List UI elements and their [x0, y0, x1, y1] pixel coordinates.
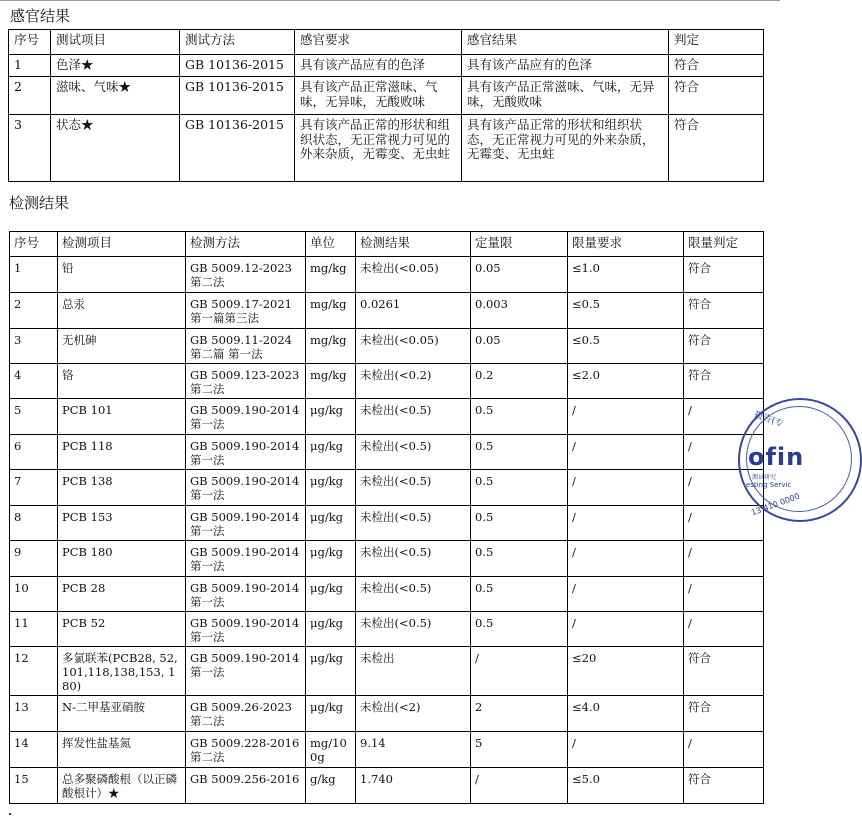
table-cell: μg/kg	[306, 470, 356, 506]
table-cell: μg/kg	[306, 399, 356, 435]
table-cell: /	[684, 506, 764, 541]
table-cell: 2	[10, 293, 58, 329]
table-cell: 符合	[684, 257, 764, 293]
table-row	[10, 470, 764, 506]
table-row	[10, 257, 764, 293]
table-cell: 具有该产品正常滋味、气味，无异味，无酸败味	[295, 77, 462, 115]
column-header: 判定	[669, 30, 764, 55]
table-cell: 符合	[669, 115, 764, 182]
table-cell: 未检出(<0.05)	[356, 329, 471, 364]
column-header: 检测结果	[356, 232, 471, 257]
table-cell: GB 5009.190-2014 第一法	[186, 577, 306, 612]
table-row	[10, 506, 764, 541]
table-cell: 1.740	[356, 768, 471, 804]
table-cell: 0.5	[471, 435, 568, 470]
table-cell: 铅	[58, 257, 186, 293]
table-row	[10, 732, 764, 768]
stamp-top-text: 报告(专	[752, 409, 785, 430]
table-row	[10, 768, 764, 804]
table-cell: 8	[10, 506, 58, 541]
table-cell: GB 5009.228-2016 第二法	[186, 732, 306, 768]
table-cell: /	[684, 612, 764, 647]
table-cell: 9.14	[356, 732, 471, 768]
table-row	[10, 399, 764, 435]
column-header: 检测项目	[58, 232, 186, 257]
footer-mark	[9, 813, 11, 815]
table-cell: 未检出(<0.5)	[356, 399, 471, 435]
column-header: 感官结果	[462, 30, 669, 55]
table-cell: 状态★	[51, 115, 180, 182]
table-cell: /	[568, 577, 684, 612]
table-row	[9, 77, 764, 115]
table-cell: 0.05	[471, 329, 568, 364]
table-cell: GB 5009.17-2021 第一篇第三法	[186, 293, 306, 329]
detection-table	[9, 231, 764, 804]
table-cell: 符合	[684, 696, 764, 732]
table-cell: 0.5	[471, 577, 568, 612]
table-cell: /	[568, 506, 684, 541]
table-cell: μg/kg	[306, 435, 356, 470]
column-header: 限量要求	[568, 232, 684, 257]
table-cell: 3	[10, 329, 58, 364]
table-cell: 未检出(<0.5)	[356, 577, 471, 612]
table-cell: μg/kg	[306, 612, 356, 647]
table-cell: 具有该产品应有的色泽	[462, 55, 669, 77]
table-cell: 7	[10, 470, 58, 506]
table-cell: ≤0.5	[568, 329, 684, 364]
table-cell: GB 5009.190-2014 第一法	[186, 612, 306, 647]
table-cell: mg/kg	[306, 364, 356, 399]
column-header: 测试方法	[180, 30, 295, 55]
table-cell: PCB 180	[58, 541, 186, 577]
table-cell: 色泽★	[51, 55, 180, 77]
table-cell: 符合	[684, 293, 764, 329]
table-cell: 15	[10, 768, 58, 804]
stamp-english: esting Servic	[746, 481, 792, 489]
stamp-logo: ofin	[748, 443, 805, 471]
table-cell: 6	[10, 435, 58, 470]
table-cell: mg/100g	[306, 732, 356, 768]
table-cell: g/kg	[306, 768, 356, 804]
table-cell: 符合	[684, 329, 764, 364]
table-cell: PCB 52	[58, 612, 186, 647]
table-cell: 未检出(<0.2)	[356, 364, 471, 399]
table-cell: /	[684, 541, 764, 577]
table-row	[10, 364, 764, 399]
table-cell: /	[471, 768, 568, 804]
table-cell: 2	[471, 696, 568, 732]
table-cell: 未检出(<0.5)	[356, 506, 471, 541]
table-cell: 具有该产品应有的色泽	[295, 55, 462, 77]
table-cell: 具有该产品正常的形状和组织状态，无正常视力可见的外来杂质，无霉变、无虫蛀	[295, 115, 462, 182]
table-cell: 1	[9, 55, 51, 77]
table-cell: 5	[471, 732, 568, 768]
table-cell: 5	[10, 399, 58, 435]
table-cell: /	[684, 435, 764, 470]
table-cell: GB 5009.11-2024 第二篇 第一法	[186, 329, 306, 364]
table-cell: /	[684, 577, 764, 612]
table-cell: GB 5009.190-2014 第一法	[186, 470, 306, 506]
table-cell: /	[568, 732, 684, 768]
table-cell: /	[568, 435, 684, 470]
table-cell: 0.05	[471, 257, 568, 293]
table-cell: /	[568, 399, 684, 435]
table-cell: 4	[10, 364, 58, 399]
table-cell: μg/kg	[306, 577, 356, 612]
column-header: 定量限	[471, 232, 568, 257]
top-rule	[0, 0, 780, 1]
table-cell: 13	[10, 696, 58, 732]
table-row	[10, 329, 764, 364]
company-stamp	[738, 398, 862, 522]
table-cell: 具有该产品正常滋味、气味，无异味，无酸败味	[462, 77, 669, 115]
table-cell: 3	[9, 115, 51, 182]
table-cell: 总多聚磷酸根（以正磷酸根计）★	[58, 768, 186, 804]
table-cell: 0.003	[471, 293, 568, 329]
column-header: 限量判定	[684, 232, 764, 257]
table-cell: 未检出(<0.5)	[356, 470, 471, 506]
table-cell: 无机砷	[58, 329, 186, 364]
table-cell: GB 5009.190-2014 第一法	[186, 541, 306, 577]
table-cell: GB 5009.123-2023 第二法	[186, 364, 306, 399]
table-cell: 12	[10, 647, 58, 696]
table-cell: mg/kg	[306, 329, 356, 364]
table-row	[9, 115, 764, 182]
table-cell: GB 5009.26-2023 第二法	[186, 696, 306, 732]
column-header: 序号	[9, 30, 51, 55]
table-cell: PCB 138	[58, 470, 186, 506]
table-row	[9, 55, 764, 77]
table-cell: 符合	[669, 55, 764, 77]
table-cell: PCB 28	[58, 577, 186, 612]
table-cell: 未检出	[356, 647, 471, 696]
column-header: 检测方法	[186, 232, 306, 257]
table-cell: PCB 101	[58, 399, 186, 435]
table-cell: 符合	[684, 768, 764, 804]
column-header: 测试项目	[51, 30, 180, 55]
table-cell: 0.5	[471, 399, 568, 435]
table-cell: ≤1.0	[568, 257, 684, 293]
table-cell: 10	[10, 577, 58, 612]
table-cell: PCB 118	[58, 435, 186, 470]
table-cell: 0.5	[471, 612, 568, 647]
table-cell: GB 10136-2015	[180, 115, 295, 182]
table-cell: 多氯联苯(PCB28, 52,101,118,138,153, 180)	[58, 647, 186, 696]
table-cell: 挥发性盐基氮	[58, 732, 186, 768]
table-row	[10, 647, 764, 696]
table-cell: GB 10136-2015	[180, 55, 295, 77]
column-header: 单位	[306, 232, 356, 257]
table-cell: GB 5009.190-2014 第一法	[186, 399, 306, 435]
table-cell: 11	[10, 612, 58, 647]
table-cell: 未检出(<2)	[356, 696, 471, 732]
table-cell: μg/kg	[306, 541, 356, 577]
stamp-subtitle: 测试研究	[752, 474, 777, 481]
table-cell: /	[684, 399, 764, 435]
table-cell: 未检出(<0.5)	[356, 435, 471, 470]
table-cell: N-二甲基亚硝胺	[58, 696, 186, 732]
table-cell: 总汞	[58, 293, 186, 329]
table-cell: ≤0.5	[568, 293, 684, 329]
table-cell: μg/kg	[306, 647, 356, 696]
table-row	[10, 293, 764, 329]
table-cell: 0.0261	[356, 293, 471, 329]
table-cell: 符合	[684, 364, 764, 399]
table-cell: GB 5009.190-2014 第一法	[186, 435, 306, 470]
table-cell: 2	[9, 77, 51, 115]
sensory-section-title: 感官结果	[10, 7, 71, 25]
table-cell: 符合	[669, 77, 764, 115]
column-header: 序号	[10, 232, 58, 257]
table-cell: 铬	[58, 364, 186, 399]
stamp-bottom-text: 13 410 0000	[749, 491, 801, 518]
sensory-header-row	[9, 30, 764, 55]
table-cell: PCB 153	[58, 506, 186, 541]
table-cell: 0.2	[471, 364, 568, 399]
table-cell: ≤4.0	[568, 696, 684, 732]
sensory-table	[8, 29, 764, 182]
table-row	[10, 541, 764, 577]
table-cell: ≤20	[568, 647, 684, 696]
table-cell: GB 5009.12-2023 第二法	[186, 257, 306, 293]
table-cell: GB 5009.190-2014 第一法	[186, 506, 306, 541]
table-cell: /	[684, 732, 764, 768]
table-cell: 未检出(<0.5)	[356, 612, 471, 647]
table-cell: 符合	[684, 647, 764, 696]
table-cell: ≤5.0	[568, 768, 684, 804]
table-cell: 14	[10, 732, 58, 768]
table-cell: 9	[10, 541, 58, 577]
table-row	[10, 577, 764, 612]
table-cell: 0.5	[471, 506, 568, 541]
table-cell: 0.5	[471, 470, 568, 506]
table-cell: μg/kg	[306, 696, 356, 732]
table-cell: GB 5009.190-2014 第一法	[186, 647, 306, 696]
table-cell: ≤2.0	[568, 364, 684, 399]
table-cell: GB 5009.256-2016	[186, 768, 306, 804]
column-header: 感官要求	[295, 30, 462, 55]
table-cell: /	[568, 541, 684, 577]
table-cell: 未检出(<0.5)	[356, 541, 471, 577]
table-cell: 具有该产品正常的形状和组织状态，无正常视力可见的外来杂质，无霉变、无虫蛀	[462, 115, 669, 182]
table-cell: mg/kg	[306, 293, 356, 329]
table-row	[10, 696, 764, 732]
table-cell: /	[684, 470, 764, 506]
table-cell: 1	[10, 257, 58, 293]
table-cell: /	[568, 470, 684, 506]
detection-header-row	[10, 232, 764, 257]
detection-section-title: 检测结果	[9, 194, 70, 212]
table-cell: mg/kg	[306, 257, 356, 293]
table-cell: 未检出(<0.05)	[356, 257, 471, 293]
table-cell: /	[471, 647, 568, 696]
table-cell: 0.5	[471, 541, 568, 577]
table-cell: 滋味、气味★	[51, 77, 180, 115]
table-cell: /	[568, 612, 684, 647]
table-row	[10, 612, 764, 647]
table-row	[10, 435, 764, 470]
table-cell: μg/kg	[306, 506, 356, 541]
table-cell: GB 10136-2015	[180, 77, 295, 115]
